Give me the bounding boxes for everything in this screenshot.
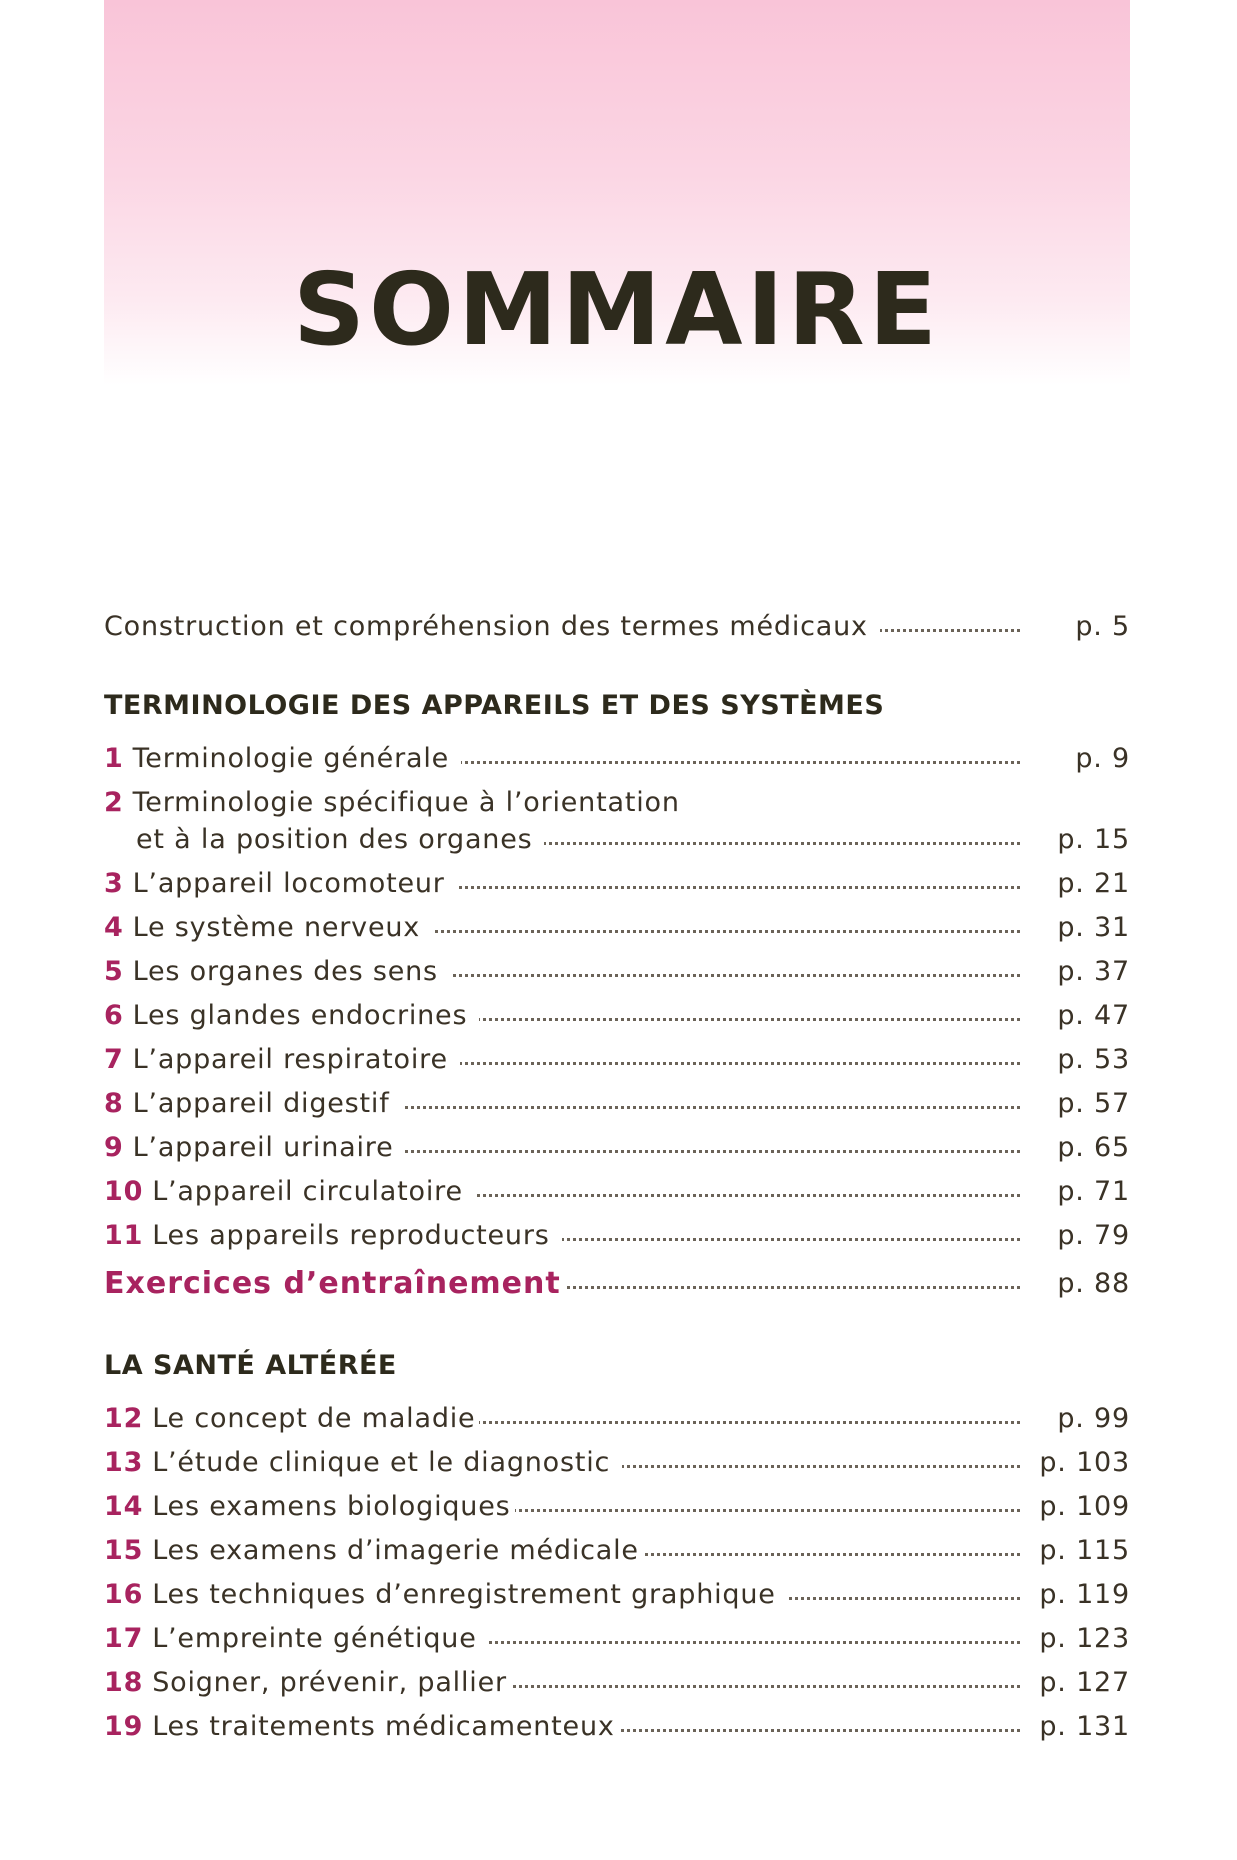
toc-entry[interactable] xyxy=(104,862,1130,906)
toc-entry[interactable] xyxy=(104,1573,1130,1617)
toc-entry-page: p. 47 xyxy=(1057,1000,1130,1031)
toc-entry-number: 6 xyxy=(104,1000,124,1031)
toc-entry[interactable] xyxy=(104,906,1130,950)
toc-entry-number: 18 xyxy=(104,1667,144,1698)
toc-entry-text: L’appareil digestif xyxy=(132,1088,390,1119)
toc-entry[interactable] xyxy=(104,781,1130,861)
toc-entry-number: 2 xyxy=(104,787,124,818)
toc-entry-page: p. 131 xyxy=(1039,1711,1130,1742)
toc-entry-page: p. 15 xyxy=(1057,824,1130,855)
toc-entry-page: p. 123 xyxy=(1039,1623,1130,1654)
toc-entry-number: 19 xyxy=(104,1711,144,1742)
toc-entry-number: 16 xyxy=(104,1579,144,1610)
toc-entry-page: p. 79 xyxy=(1057,1220,1130,1251)
toc-entry-page: p. 5 xyxy=(1075,611,1130,642)
toc-entry-text: Soigner, prévenir, pallier xyxy=(152,1667,507,1698)
toc-entry-page: p. 88 xyxy=(1057,1268,1130,1299)
toc-entry-text: L’étude clinique et le diagnostic xyxy=(152,1447,611,1478)
toc-entry-intro[interactable] xyxy=(104,605,1130,649)
toc-entry-exercises[interactable] xyxy=(104,1262,1130,1306)
toc-entry[interactable] xyxy=(104,1485,1130,1529)
toc-entry-text: Les appareils reproducteurs xyxy=(152,1220,550,1251)
toc-entry-number: 9 xyxy=(104,1132,124,1163)
toc-entry-page: p. 119 xyxy=(1039,1579,1130,1610)
toc-entry-number: 3 xyxy=(104,868,124,899)
toc-entry-number: 15 xyxy=(104,1535,144,1566)
toc-entry-text: L’appareil locomoteur xyxy=(132,868,445,899)
toc-entry-text: Les organes des sens xyxy=(132,956,438,987)
toc-entry-number: 17 xyxy=(104,1623,144,1654)
toc-entry[interactable] xyxy=(104,1397,1130,1441)
toc-entry-page: p. 71 xyxy=(1057,1176,1130,1207)
toc-entry[interactable] xyxy=(104,1170,1130,1214)
toc-entry[interactable] xyxy=(104,737,1130,781)
toc-entry-text: Le système nerveux xyxy=(132,912,421,943)
toc-entry-text: Les glandes endocrines xyxy=(132,1000,468,1031)
toc-entry-text: L’empreinte génétique xyxy=(152,1623,477,1654)
toc-entry-number: 1 xyxy=(104,743,124,774)
section-heading: LA SANTÉ ALTÉRÉE xyxy=(104,1350,397,1381)
toc-entry[interactable] xyxy=(104,1661,1130,1705)
toc-entry-text: Terminologie spécifique à l’orientation xyxy=(132,787,680,818)
toc-entry-page: p. 99 xyxy=(1057,1403,1130,1434)
toc-entry-number: 11 xyxy=(104,1220,144,1251)
toc-entry-page: p. 115 xyxy=(1039,1535,1130,1566)
toc-entry[interactable] xyxy=(104,950,1130,994)
toc-entry[interactable] xyxy=(104,994,1130,1038)
toc-entry-page: p. 127 xyxy=(1039,1667,1130,1698)
toc-entry-number: 7 xyxy=(104,1044,124,1075)
toc-entry-page: p. 57 xyxy=(1057,1088,1130,1119)
toc-entry-number: 14 xyxy=(104,1491,144,1522)
toc-entry-number: 4 xyxy=(104,912,124,943)
toc-entry-text: L’appareil urinaire xyxy=(132,1132,394,1163)
toc-entry[interactable] xyxy=(104,1705,1130,1749)
toc-entry-number: 10 xyxy=(104,1176,144,1207)
toc-entry[interactable] xyxy=(104,1617,1130,1661)
toc-entry-page: p. 31 xyxy=(1057,912,1130,943)
toc-entry-number: 8 xyxy=(104,1088,124,1119)
toc-entry-number: 13 xyxy=(104,1447,144,1478)
toc-entry-text: Exercices d’entraînement xyxy=(104,1266,561,1301)
toc-entry[interactable] xyxy=(104,1441,1130,1485)
toc-entry-number: 5 xyxy=(104,956,124,987)
toc-entry-text-continued: et à la position des organes xyxy=(136,818,544,862)
toc-entry-page: p. 109 xyxy=(1039,1491,1130,1522)
toc-entry[interactable] xyxy=(104,1126,1130,1170)
page-title: SOMMAIRE xyxy=(293,251,941,368)
toc-entry-text: Les examens biologiques xyxy=(152,1491,511,1522)
toc-entry-page: p. 103 xyxy=(1039,1447,1130,1478)
toc-entry-text: Le concept de maladie xyxy=(152,1403,476,1434)
toc-entry[interactable] xyxy=(104,1038,1130,1082)
toc-entry-page: p. 37 xyxy=(1057,956,1130,987)
toc-entry-page: p. 53 xyxy=(1057,1044,1130,1075)
toc-entry-text: Construction et compréhension des termes médicaux xyxy=(104,611,868,642)
toc-entry[interactable] xyxy=(104,1214,1130,1258)
toc-entry-text: Les techniques d’enregistrement graphique xyxy=(152,1579,776,1610)
section-heading: TERMINOLOGIE DES APPAREILS ET DES SYSTÈMES xyxy=(104,690,885,721)
toc-entry[interactable] xyxy=(104,1529,1130,1573)
toc-entry-page: p. 9 xyxy=(1075,743,1130,774)
toc-entry-text: Les examens d’imagerie médicale xyxy=(152,1535,639,1566)
toc-entry-page: p. 21 xyxy=(1057,868,1130,899)
toc-entry-text: Les traitements médicamenteux xyxy=(152,1711,615,1742)
toc-entry-text: Terminologie générale xyxy=(132,743,450,774)
toc-entry-number: 12 xyxy=(104,1403,144,1434)
toc-entry-text: L’appareil circulatoire xyxy=(152,1176,463,1207)
toc-entry-page: p. 65 xyxy=(1057,1132,1130,1163)
toc-entry-text: L’appareil respiratoire xyxy=(132,1044,448,1075)
toc-entry[interactable] xyxy=(104,1082,1130,1126)
